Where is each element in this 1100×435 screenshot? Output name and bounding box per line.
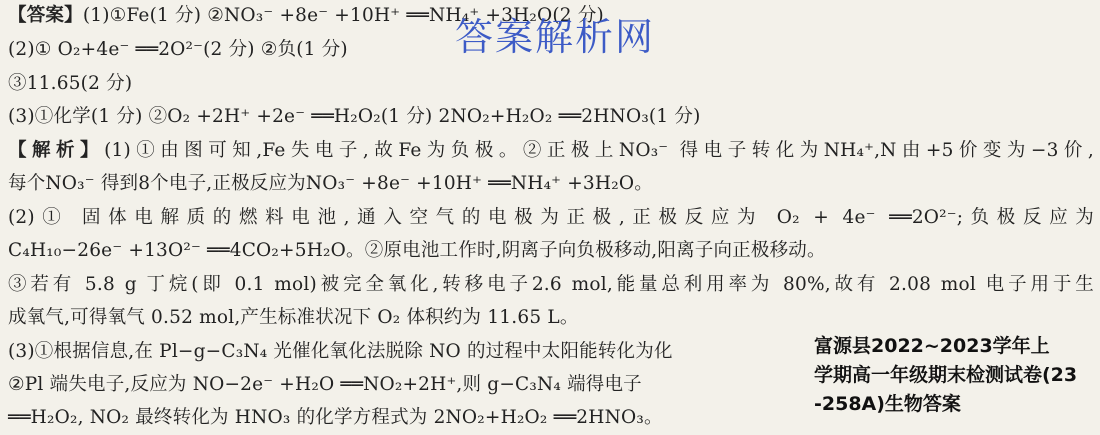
- exam-title-line-1: 富源县2022~2023学年上: [814, 335, 1050, 357]
- section-heading: 【答案】: [8, 5, 83, 26]
- site-watermark: 答案解析网: [455, 15, 656, 59]
- answer-line-2: (2)① O₂+4e⁻ ══2O²⁻(2 分) ②负(1 分): [8, 39, 348, 60]
- analysis-line-7: (3)①根据信息,在 Pl−g−C₃N₄ 光催化氧化法脱除 NO 的过程中太阳能转化为化: [8, 341, 673, 362]
- answer-line-3: ③11.65(2 分): [8, 73, 133, 94]
- answer-line-1: 【答案】(1)①Fe(1 分) ②NO₃⁻ +8e⁻ +10H⁺ ══NH₄⁺ +3H₂O(2 分): [8, 5, 604, 26]
- analysis-line-9: ══H₂O₂, NO₂ 最终转化为 HNO₃ 的化学方程式为 2NO₂+H₂O₂ ══2HNO₃。: [8, 407, 663, 428]
- exam-title-line-3: -258A)生物答案: [814, 393, 961, 415]
- analysis-line-4: C₄H₁₀−26e⁻ +13O²⁻ ══4CO₂+5H₂O。②原电池工作时,阴离子向负极移动,阳离子向正极移动。: [8, 240, 826, 261]
- analysis-line-3: (2)① 固体电解质的燃料电池,通入空气的电极为正极,正极反应为 O₂ + 4e⁻ ══2O²⁻;负极反应为: [8, 207, 1094, 228]
- exam-title-line-2: 学期高一年级期末检测试卷(23: [814, 364, 1078, 386]
- answer-line-4: (3)①化学(1 分) ②O₂ +2H⁺ +2e⁻ ══H₂O₂(1 分) 2NO₂+H₂O₂ ══2HNO₃(1 分): [8, 106, 701, 127]
- analysis-line-2: 每个NO₃⁻ 得到8个电子,正极反应为NO₃⁻ +8e⁻ +10H⁺ ══NH₄⁺ +3H₂O。: [8, 173, 653, 194]
- exam-title-overlay: [814, 332, 1099, 419]
- section-heading: 【解析】: [8, 140, 105, 161]
- analysis-line-1: 【解析】(1)①由图可知,Fe失电子,故Fe为负极。②正极上NO₃⁻ 得电子转化为NH₄⁺,N由+5价变为−3价,: [8, 140, 1094, 161]
- analysis-line-6: 成氧气,可得氧气 0.52 mol,产生标准状况下 O₂ 体积约为 11.65 L。: [8, 307, 579, 328]
- analysis-line-5: ③若有 5.8 g 丁烷(即 0.1 mol)被完全氧化,转移电子2.6 mol,能量总利用率为 80%,故有 2.08 mol 电子用于生: [8, 274, 1094, 295]
- analysis-line-8: ②Pl 端失电子,反应为 NO−2e⁻ +H₂O ══NO₂+2H⁺,则 g−C₃N₄ 端得电子: [8, 374, 642, 395]
